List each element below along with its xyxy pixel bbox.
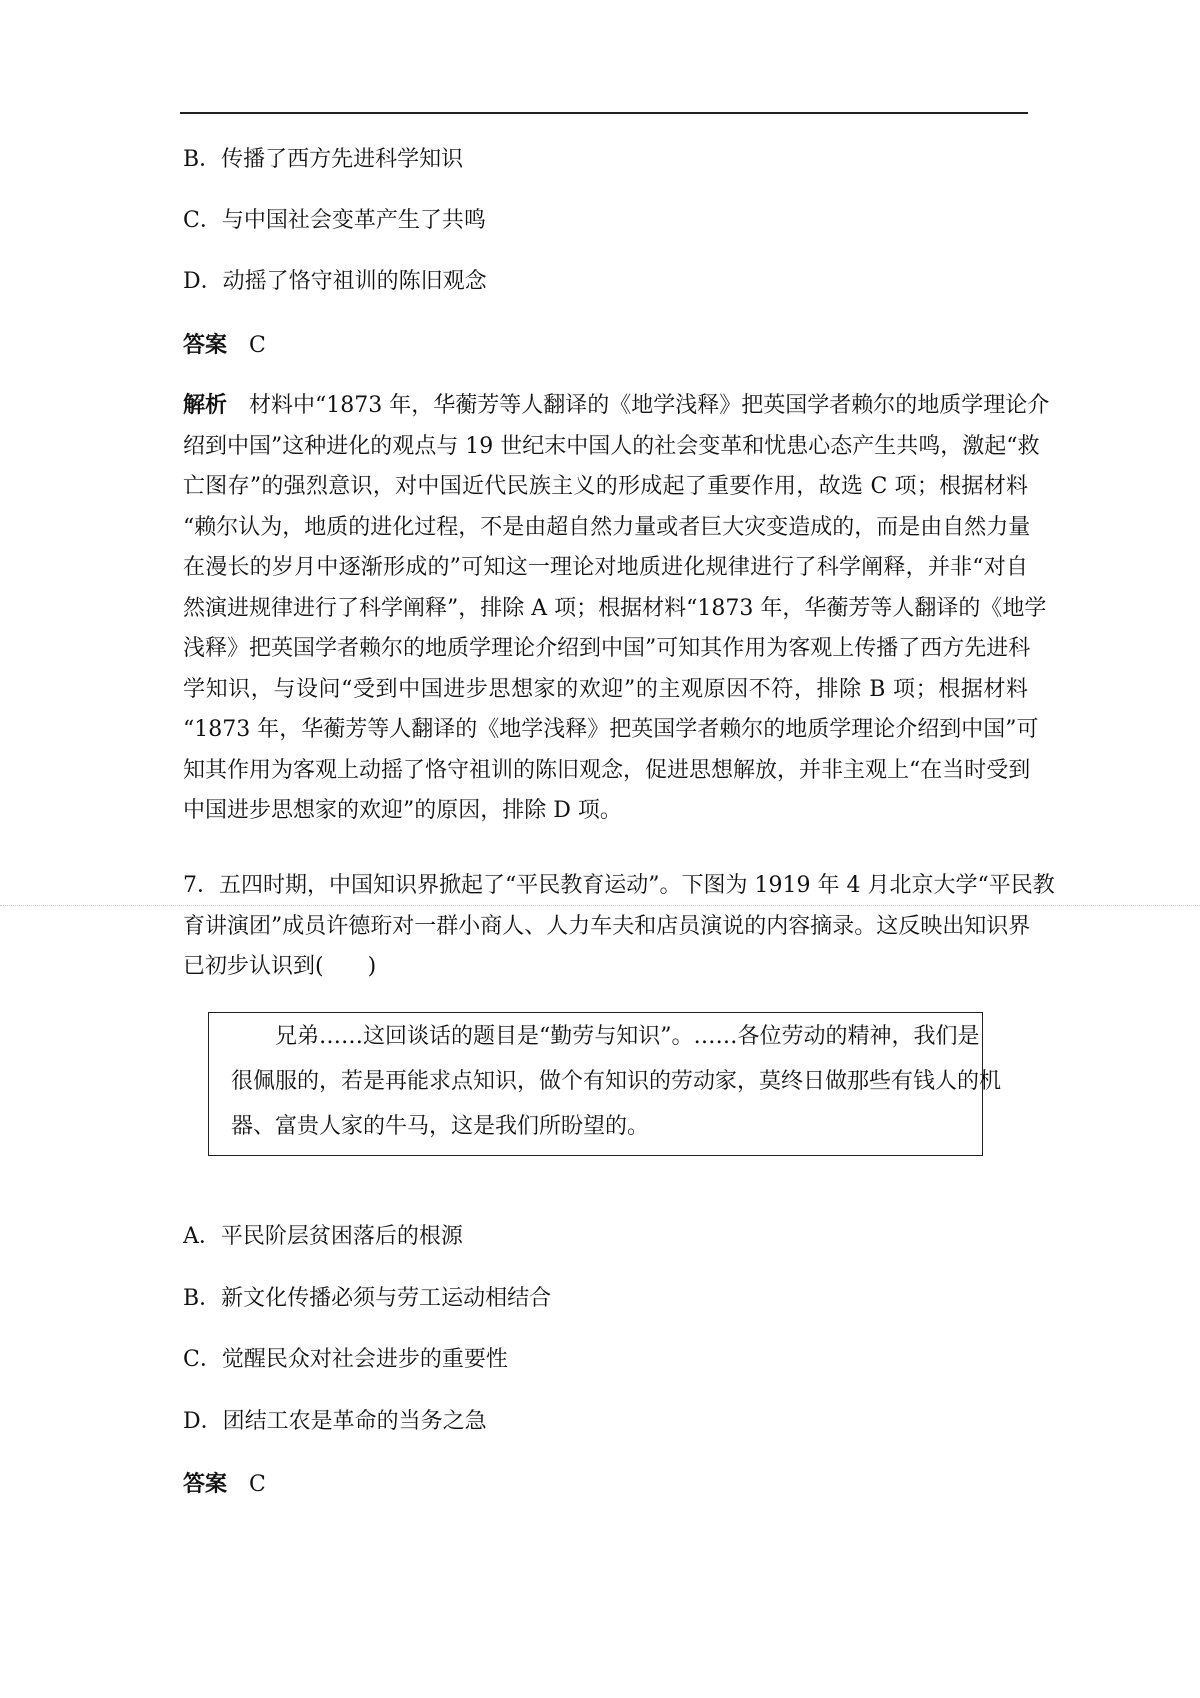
- option-d-prev: D．动摇了恪守祖训的陈旧观念: [183, 269, 487, 294]
- analysis-line: 中国进步思想家的欢迎”的原因，排除 D 项。: [183, 798, 622, 823]
- header-rule: [180, 112, 1028, 114]
- answer-label: 答案: [183, 1471, 228, 1497]
- quote-line: 兄弟……这回谈话的题目是“勤劳与知识”。……各位劳动的精神，我们是: [231, 1024, 980, 1049]
- option-c: C．觉醒民众对社会进步的重要性: [183, 1347, 508, 1372]
- analysis-line: 亡图存”的强烈意识，对中国近代民族主义的形成起了重要作用，故选 C 项；根据材料: [183, 474, 1028, 499]
- analysis-line: “赖尔认为，地质的进化过程，不是由超自然力量或者巨大灾变造成的，而是由自然力量: [183, 514, 1031, 540]
- answer-prev: [183, 331, 266, 360]
- answer-value: C: [249, 333, 266, 358]
- analysis-line: 知其作用为客观上动摇了恪守祖训的陈旧观念，促进思想解放，并非主观上“在当时受到: [183, 757, 1031, 783]
- analysis-line: “1873 年，华蘅芳等人翻译的《地学浅释》把英国学者赖尔的地质学理论介绍到中国”可: [183, 717, 1039, 742]
- analysis-line: 学知识，与设问“受到中国进步思想家的欢迎”的主观原因不符，排除 B 项；根据材料: [183, 676, 1028, 702]
- stem-line: 育讲演团”成员许德珩对一群小商人、人力车夫和店员演说的内容摘录。这反映出知识界: [183, 913, 1031, 939]
- stem-line: 已初步认识到( ): [183, 954, 377, 979]
- option-c-prev: C．与中国社会变革产生了共鸣: [183, 208, 486, 233]
- analysis-line: 在漫长的岁月中逐渐形成的”可知这一理论对地质进化规律进行了科学阐释，并非“对自: [183, 555, 1028, 580]
- analysis-paragraph: [183, 385, 1050, 832]
- option-d: D．团结工农是革命的当务之急: [183, 1409, 487, 1434]
- option-b: B．新文化传播必须与劳工运动相结合: [183, 1286, 552, 1311]
- option-b-prev: B．传播了西方先进科学知识: [183, 147, 464, 172]
- option-a: A．平民阶层贫困落后的根源: [183, 1224, 463, 1249]
- analysis-line: 绍到中国”这种进化的观点与 19 世纪末中国人的社会变革和忧患心态产生共鸣，激起“救: [183, 433, 1040, 459]
- answer-label: 答案: [183, 332, 228, 358]
- stem-line: 7．五四时期，中国知识界掀起了“平民教育运动”。下图为 1919 年 4 月北京大学“平民教: [183, 873, 1055, 898]
- quote-line: 很佩服的，若是再能求点知识，做个有知识的劳动家，莫终日做那些有钱人的机: [231, 1069, 1002, 1094]
- quote-line: 器、富贵人家的牛马，这是我们所盼望的。: [231, 1114, 650, 1139]
- quote-text: [231, 1014, 1002, 1149]
- analysis-line: 然演进规律进行了科学阐释”，排除 A 项；根据材料“1873 年，华蘅芳等人翻译的《地学: [183, 595, 1047, 621]
- analysis-label: 解析: [183, 392, 228, 418]
- analysis-line: 浅释》把英国学者赖尔的地质学理论介绍到中国”可知其作用为客观上传播了西方先进科: [183, 636, 1031, 661]
- answer-q7: [183, 1470, 266, 1499]
- analysis-line: 解析 材料中“1873 年，华蘅芳等人翻译的《地学浅释》把英国学者赖尔的地质学理论介: [183, 392, 1050, 418]
- answer-value: C: [249, 1472, 266, 1497]
- question-7-stem: [183, 866, 1055, 988]
